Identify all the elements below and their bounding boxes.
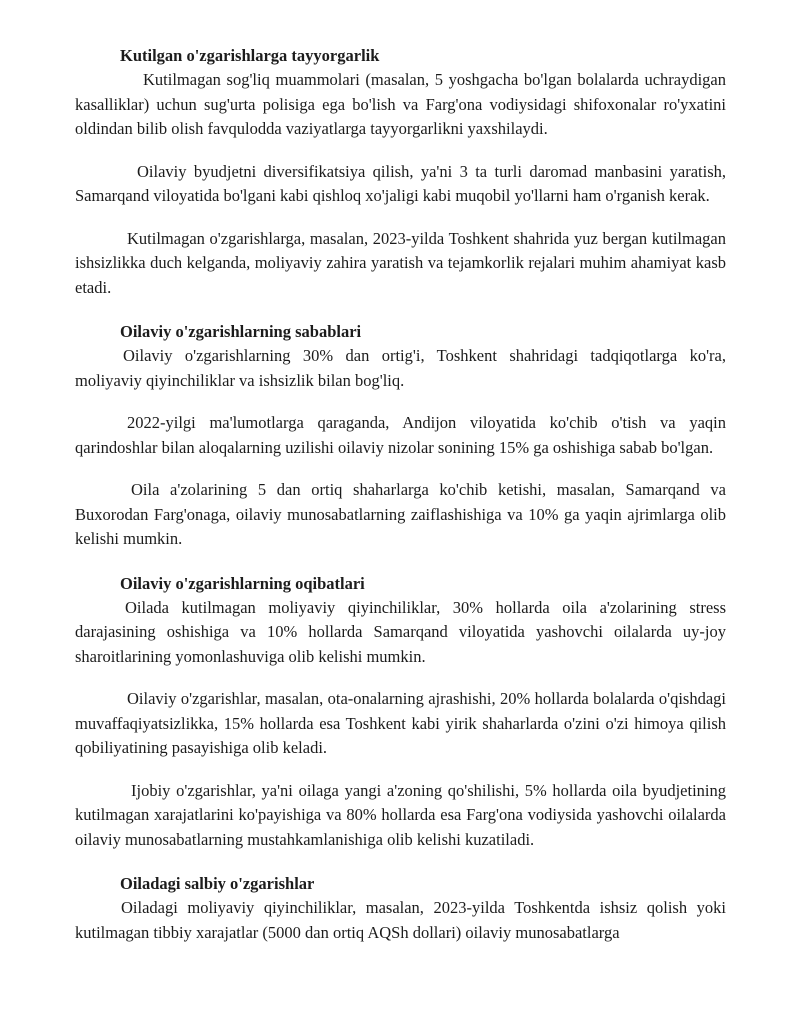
paragraph: Oilaviy o'zgarishlar, masalan, ota-onalarning ajrashishi, 20% hollarda bolalarda o'qishdagi muvaffaqiyatsizlikka, 15% hollarda esa Toshkent kabi yirik shaharlarda o'zini o'zi himoya qilish qobiliyatining pasayishiga olib keladi.	[75, 689, 726, 757]
document-page	[75, 44, 726, 945]
paragraph: Oilaviy o'zgarishlarning 30% dan ortig'i, Toshkent shahridagi tadqiqotlarga ko'ra, moliyaviy qiyinchiliklar va ishsizlik bilan bog'liq.	[75, 346, 726, 390]
section-heading: Oilaviy o'zgarishlarning oqibatlari	[120, 573, 365, 593]
section-heading: Oiladagi salbiy o'zgarishlar	[120, 874, 315, 893]
paragraph: Ijobiy o'zgarishlar, ya'ni oilaga yangi a'zoning qo'shilishi, 5% hollarda oila byudjetining kutilmagan xarajatlarini ko'payishiga va 80% hollarda esa Farg'ona vodiysida yashovchi oilalarda oilaviy munosabatlarning mustahkamlanishiga olib kelishi kuzatiladi.	[75, 780, 726, 849]
paragraph: Oila a'zolarining 5 dan ortiq shaharlarga ko'chib ketishi, masalan, Samarqand va Buxorodan Farg'onaga, oilaviy munosabatlarning zaiflashishiga va 10% ga yaqin ajrimlarga olib kelishi mumkin.	[75, 480, 726, 548]
paragraph: Oilaviy byudjetni diversifikatsiya qilish, ya'ni 3 ta turli daromad manbasini yaratish, Samarqand viloyatida bo'lgani kabi qishloq xo'jaligi kabi muqobil yo'llarni ham o'rganish kerak.	[75, 161, 726, 205]
paragraph: Kutilmagan o'zgarishlarga, masalan, 2023-yilda Toshkent shahrida yuz bergan kutilmagan ishsizlikka duch kelganda, moliyaviy zahira yaratish va tejamkorlik rejalari muhim ahamiyat kasb etadi.	[75, 228, 726, 297]
paragraph: Oiladagi moliyaviy qiyinchiliklar, masalan, 2023-yilda Toshkentda ishsiz qolish yoki kutilmagan tibbiy xarajatlar (5000 dan ortiq AQSh dollari) oilaviy munosabatlarga	[75, 898, 726, 942]
paragraph: Oilada kutilmagan moliyaviy qiyinchiliklar, 30% hollarda oila a'zolarining stress darajasining oshishiga va 10% hollarda Samarqand viloyatida yashovchi oilalarda uy-joy sharoitlarining yomonlashuviga olib kelishi mumkin.	[75, 597, 726, 666]
paragraph: 2022-yilgi ma'lumotlarga qaraganda, Andijon viloyatida ko'chib o'tish va yaqin qarindoshlar bilan aloqalarning uzilishi oilaviy nizolar sonining 15% ga oshishiga sabab bo'lgan.	[75, 413, 726, 457]
section-heading: Oilaviy o'zgarishlarning sabablari	[120, 322, 362, 341]
section-heading: Kutilgan o'zgarishlarga tayyorgarlik	[120, 46, 380, 65]
paragraph: Kutilmagan sog'liq muammolari (masalan, 5 yoshgacha bo'lgan bolalarda uchraydigan kasalliklar) uchun sug'urta polisiga ega bo'lish va Farg'ona vodiysidagi shifoxonalar ro'yxatini oldindan bilib olish favqulodda vaziyatlarga tayyorgarlikni yaxshilaydi.	[75, 70, 726, 138]
